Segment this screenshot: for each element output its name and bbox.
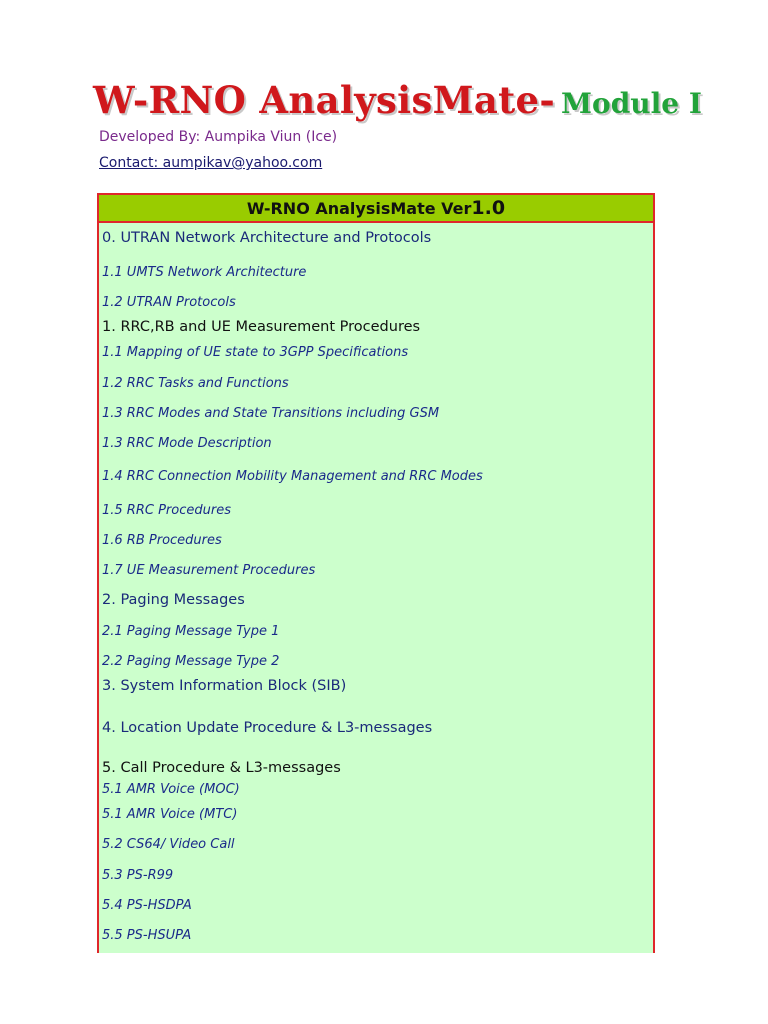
toc-item[interactable]: 1.4 RRC Connection Mobility Management and RRC Modes	[102, 469, 483, 484]
toc-item[interactable]: 1.5 RRC Procedures	[102, 503, 231, 518]
toc-item[interactable]: 1.3 RRC Mode Description	[102, 436, 272, 451]
banner-main-text: W-RNO AnalysisMate-	[93, 78, 556, 122]
toc-item[interactable]: 4. Location Update Procedure & L3-messages	[102, 720, 433, 736]
contact-link[interactable]: Contact: aumpikav@yahoo.com	[99, 155, 323, 171]
toc-item[interactable]: 1.6 RB Procedures	[102, 533, 222, 548]
toc-item[interactable]: 1.7 UE Measurement Procedures	[102, 563, 316, 578]
table-header	[99, 195, 653, 223]
toc-item[interactable]: 1.1 UMTS Network Architecture	[102, 265, 307, 280]
toc-item[interactable]: 1.3 RRC Modes and State Transitions including GSM	[102, 406, 440, 421]
banner-title	[93, 78, 702, 128]
developer-credit: Developed By: Aumpika Viun (Ice)	[99, 129, 338, 145]
table-header-title: W-RNO AnalysisMate Ver	[246, 199, 472, 218]
toc-item[interactable]: 2.2 Paging Message Type 2	[102, 654, 280, 669]
toc-item[interactable]: 5.1 AMR Voice (MTC)	[102, 807, 238, 822]
toc-item[interactable]: 1.2 UTRAN Protocols	[102, 295, 236, 310]
toc-item[interactable]: 0. UTRAN Network Architecture and Protocols	[102, 230, 432, 246]
toc-item[interactable]: 5.1 AMR Voice (MOC)	[102, 782, 240, 797]
contents-table	[97, 193, 655, 953]
toc-item[interactable]: 5.4 PS-HSDPA	[102, 898, 192, 913]
toc-item[interactable]: 5. Call Procedure & L3-messages	[102, 760, 341, 776]
toc-item[interactable]: 2. Paging Messages	[102, 592, 245, 608]
banner-module-text: Module I	[561, 87, 702, 120]
toc-item[interactable]: 1.1 Mapping of UE state to 3GPP Specifications	[102, 345, 409, 360]
toc-item[interactable]: 3. System Information Block (SIB)	[102, 678, 347, 694]
table-header-version: 1.0	[471, 197, 506, 219]
toc-item[interactable]: 5.2 CS64/ Video Call	[102, 837, 235, 852]
toc-item[interactable]: 1. RRC,RB and UE Measurement Procedures	[102, 319, 421, 335]
toc-item[interactable]: 5.3 PS-R99	[102, 868, 174, 883]
toc-item[interactable]: 1.2 RRC Tasks and Functions	[102, 376, 289, 391]
toc-item[interactable]: 2.1 Paging Message Type 1	[102, 624, 280, 639]
toc-item[interactable]: 5.5 PS-HSUPA	[102, 928, 192, 943]
